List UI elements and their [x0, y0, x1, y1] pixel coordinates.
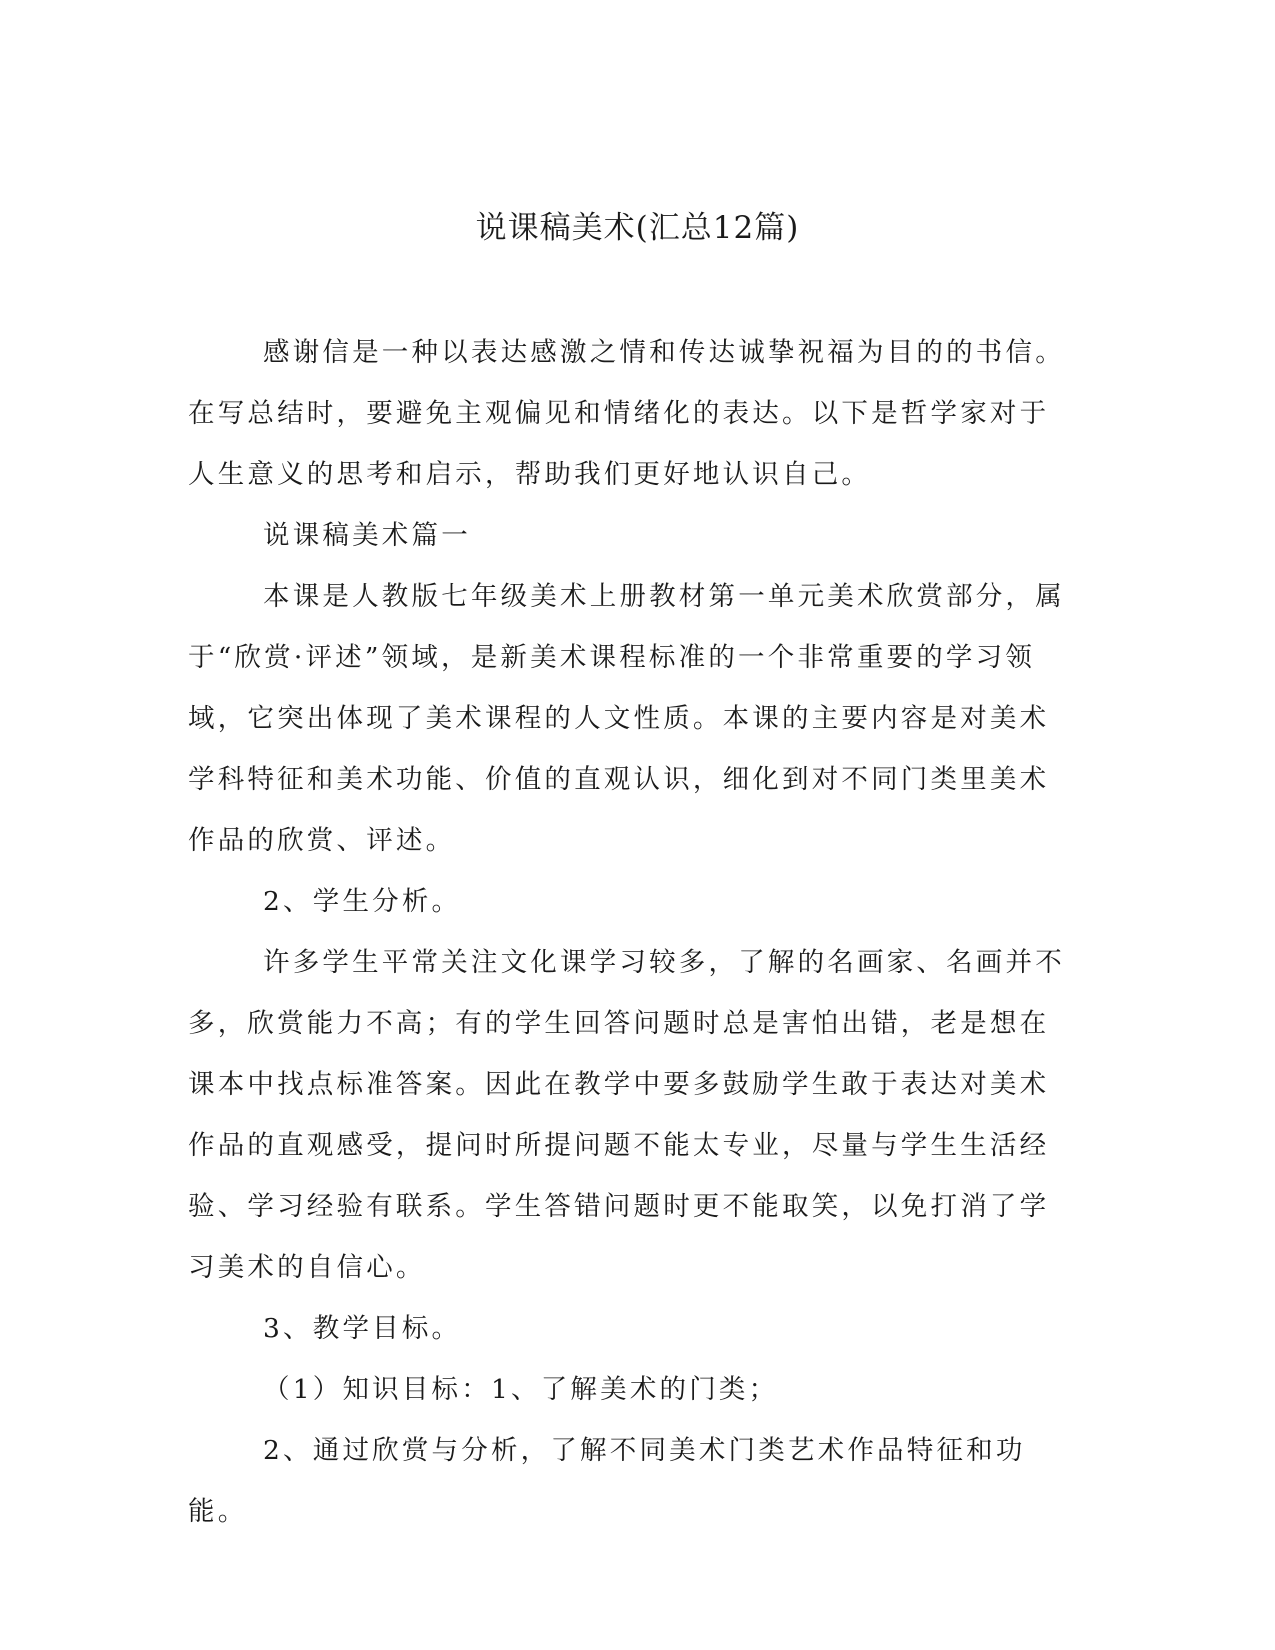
course-overview-paragraph: 本课是人教版七年级美术上册教材第一单元美术欣赏部分，属于“欣赏·评述”领域，是新美术课程标准的一个非常重要的学习领域，它突出体现了美术课程的人文性质。本课的主要内容是对美术学科特征和美术功能、价值的直观认识，细化到对不同门类里美术作品的欣赏、评述。	[188, 581, 1065, 856]
student-analysis-paragraph: 许多学生平常关注文化课学习较多，了解的名画家、名画并不多，欣赏能力不高；有的学生回答问题时总是害怕出错，老是想在课本中找点标准答案。因此在教学中要多鼓励学生敢于表达对美术作品的直观感受，提问时所提问题不能太专业，尽量与学生生活经验、学习经验有联系。学生答错问题时更不能取笑，以免打消了学习美术的自信心。	[188, 947, 1065, 1283]
student-analysis-heading: 2、学生分析。	[263, 886, 462, 917]
section-heading: 说课稿美术篇一	[263, 520, 471, 551]
knowledge-goal-item-2: 2、通过欣赏与分析，了解不同美术门类艺术作品特征和功能。	[188, 1435, 1026, 1527]
intro-paragraph: 感谢信是一种以表达感激之情和传达诚挚祝福为目的的书信。在写总结时，要避免主观偏见和情绪化的表达。以下是哲学家对于人生意义的思考和启示，帮助我们更好地认识自己。	[188, 337, 1065, 490]
knowledge-goal-item: （1）知识目标：1、了解美术的门类；	[263, 1374, 779, 1405]
document-title: 说课稿美术(汇总12篇)	[475, 210, 800, 246]
document-body	[188, 322, 1068, 1542]
teaching-goals-heading: 3、教学目标。	[263, 1313, 462, 1344]
